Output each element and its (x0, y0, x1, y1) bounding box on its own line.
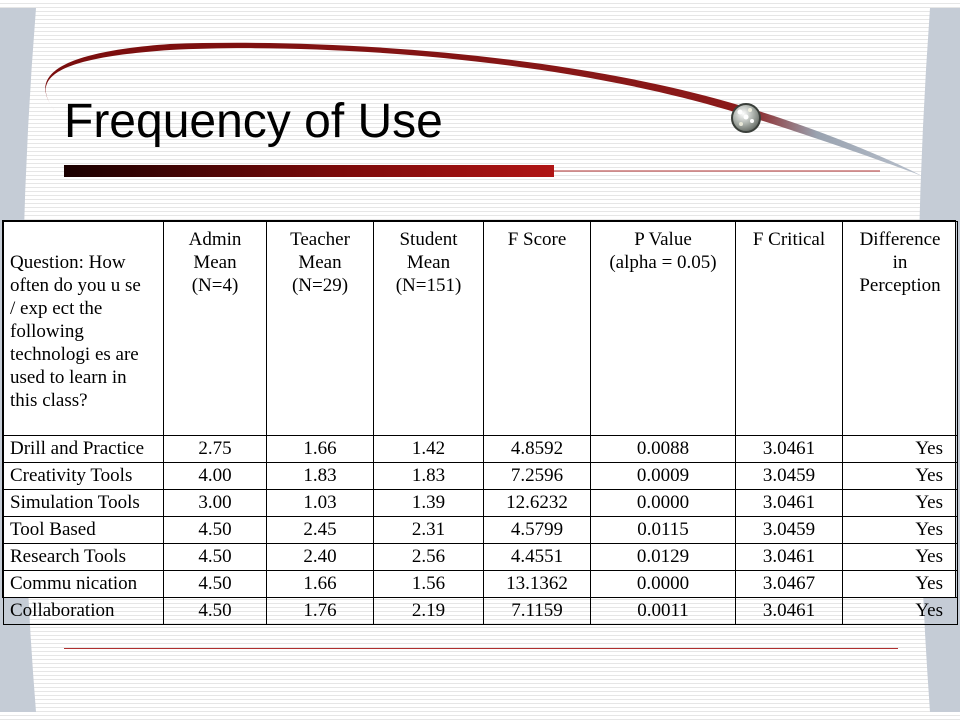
student-mean-cell: 1.83 (374, 463, 484, 490)
p-value-cell: 0.0088 (591, 436, 736, 463)
difference-cell: Yes (843, 544, 958, 571)
p-value-header: P Value (alpha = 0.05) (591, 222, 736, 436)
p-value-cell: 0.0115 (591, 517, 736, 544)
f-critical-cell: 3.0461 (736, 436, 843, 463)
f-critical-header: F Critical (736, 222, 843, 436)
title-underline-bar (64, 165, 554, 177)
admin-mean-header: Admin Mean (N=4) (164, 222, 267, 436)
table-row (4, 436, 958, 463)
row-label: Tool Based (4, 517, 164, 544)
difference-cell: Yes (843, 490, 958, 517)
question-header: Question: How often do you u se / exp ect the following technologi es are used to learn in this class? (4, 222, 164, 436)
teacher-mean-cell: 1.76 (267, 598, 374, 625)
f-critical-cell: 3.0459 (736, 463, 843, 490)
difference-cell: Yes (843, 598, 958, 625)
row-label: Collaboration (4, 598, 164, 625)
slide-title: Frequency of Use (64, 95, 443, 148)
f-score-header: F Score (484, 222, 591, 436)
student-mean-cell: 2.56 (374, 544, 484, 571)
teacher-mean-cell: 1.66 (267, 571, 374, 598)
student-mean-cell: 1.56 (374, 571, 484, 598)
f-critical-cell: 3.0461 (736, 544, 843, 571)
f-score-cell: 13.1362 (484, 571, 591, 598)
difference-cell: Yes (843, 517, 958, 544)
difference-cell: Yes (843, 436, 958, 463)
teacher-mean-cell: 1.83 (267, 463, 374, 490)
student-mean-cell: 2.31 (374, 517, 484, 544)
table-row (4, 463, 958, 490)
row-label: Creativity Tools (4, 463, 164, 490)
admin-mean-cell: 4.50 (164, 598, 267, 625)
row-label: Commu nication (4, 571, 164, 598)
f-score-cell: 7.2596 (484, 463, 591, 490)
admin-mean-cell: 4.00 (164, 463, 267, 490)
teacher-mean-header: Teacher Mean (N=29) (267, 222, 374, 436)
admin-mean-cell: 3.00 (164, 490, 267, 517)
teacher-mean-cell: 1.66 (267, 436, 374, 463)
table-row (4, 490, 958, 517)
f-score-cell: 12.6232 (484, 490, 591, 517)
row-label: Drill and Practice (4, 436, 164, 463)
student-mean-cell: 1.39 (374, 490, 484, 517)
student-mean-cell: 1.42 (374, 436, 484, 463)
f-critical-cell: 3.0461 (736, 490, 843, 517)
teacher-mean-cell: 1.03 (267, 490, 374, 517)
table-row (4, 544, 958, 571)
header-row (4, 222, 958, 436)
p-value-cell: 0.0009 (591, 463, 736, 490)
f-critical-cell: 3.0459 (736, 517, 843, 544)
student-mean-cell: 2.19 (374, 598, 484, 625)
table-row (4, 517, 958, 544)
admin-mean-cell: 4.50 (164, 571, 267, 598)
f-score-cell: 4.8592 (484, 436, 591, 463)
row-label: Research Tools (4, 544, 164, 571)
teacher-mean-cell: 2.45 (267, 517, 374, 544)
difference-header: Difference in Perception (843, 222, 958, 436)
f-score-cell: 4.5799 (484, 517, 591, 544)
teacher-mean-cell: 2.40 (267, 544, 374, 571)
f-critical-cell: 3.0461 (736, 598, 843, 625)
difference-cell: Yes (843, 571, 958, 598)
p-value-cell: 0.0000 (591, 571, 736, 598)
p-value-cell: 0.0000 (591, 490, 736, 517)
student-mean-header: Student Mean (N=151) (374, 222, 484, 436)
row-label: Simulation Tools (4, 490, 164, 517)
admin-mean-cell: 2.75 (164, 436, 267, 463)
f-score-cell: 7.1159 (484, 598, 591, 625)
table-row (4, 598, 958, 625)
p-value-cell: 0.0011 (591, 598, 736, 625)
table-row (4, 571, 958, 598)
f-critical-cell: 3.0467 (736, 571, 843, 598)
difference-cell: Yes (843, 463, 958, 490)
results-table-container (2, 220, 956, 621)
results-table (3, 221, 958, 625)
admin-mean-cell: 4.50 (164, 517, 267, 544)
admin-mean-cell: 4.50 (164, 544, 267, 571)
bottom-divider (64, 648, 898, 649)
f-score-cell: 4.4551 (484, 544, 591, 571)
p-value-cell: 0.0129 (591, 544, 736, 571)
